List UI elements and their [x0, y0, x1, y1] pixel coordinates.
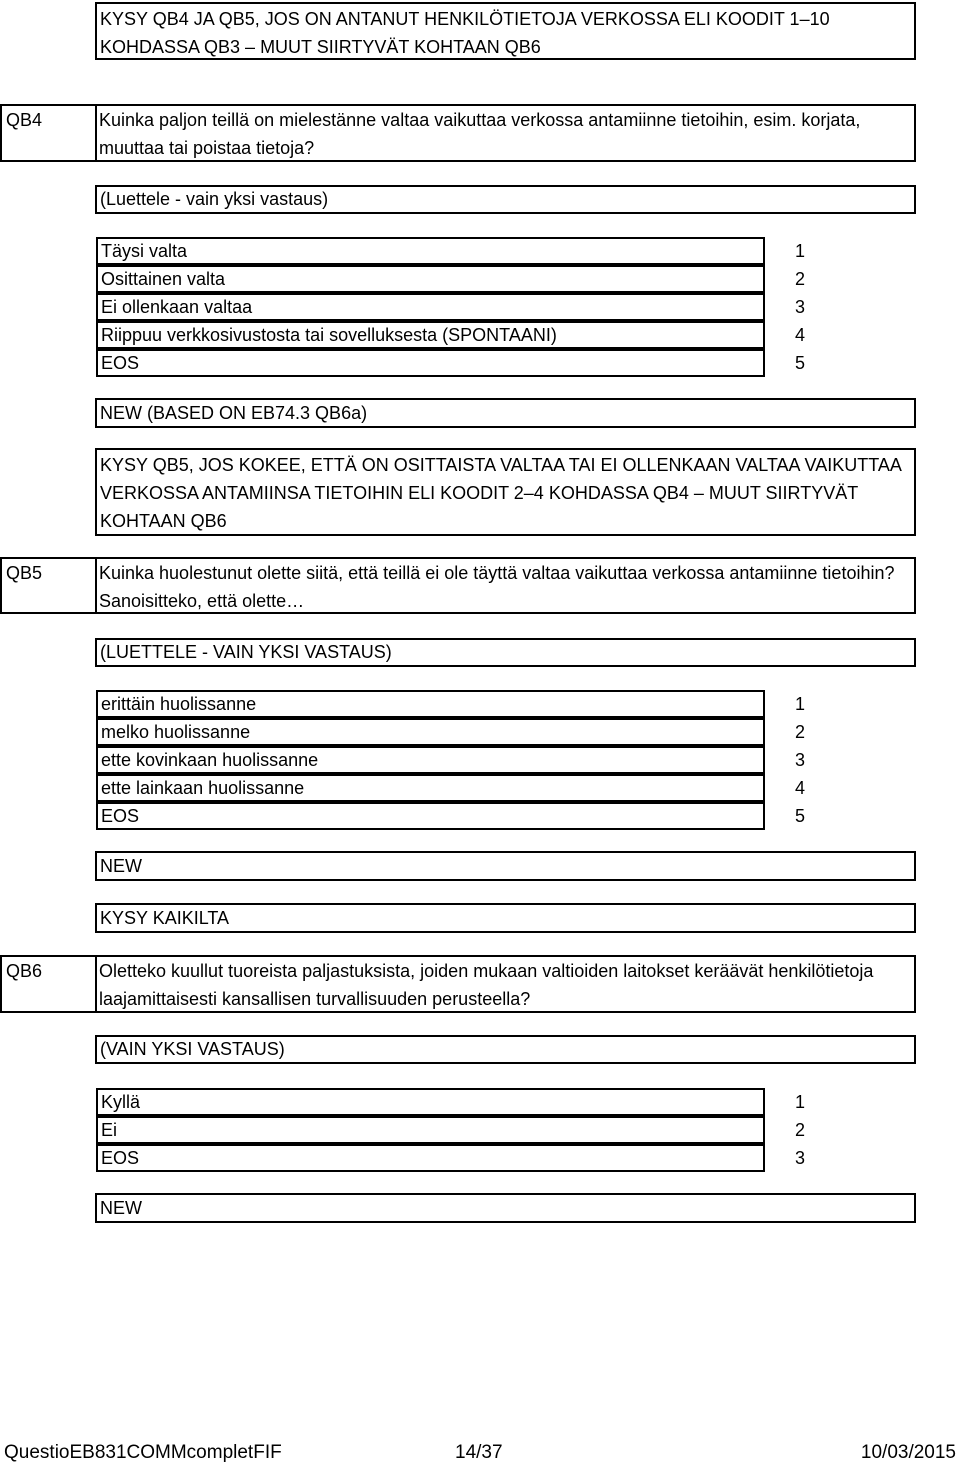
qb4-question-code: QB4 — [6, 110, 43, 130]
qb6-source-note: NEW — [95, 1193, 916, 1223]
qb5-list-instruction: (LUETTELE - VAIN YKSI VASTAUS) — [95, 638, 916, 667]
qb4-option: Riippuu verkkosivustosta tai sovelluksesta (SPONTAANI) — [96, 321, 765, 349]
qb4-source-note: NEW (BASED ON EB74.3 QB6a) — [95, 398, 916, 428]
qb5-question-frame — [914, 557, 916, 614]
qb4-option-code: 3 — [795, 297, 806, 317]
qb5-option: erittäin huolissanne — [96, 690, 765, 718]
qb4-option-code: 5 — [795, 353, 806, 373]
qb5-question-frame — [0, 557, 2, 614]
qb5-option: melko huolissanne — [96, 718, 765, 746]
qb6-routing-instruction — [95, 903, 916, 933]
qb5-option: ette kovinkaan huolissanne — [96, 746, 765, 774]
qb6-option: EOS — [96, 1144, 765, 1172]
qb4-routing-text: KYSY QB4 JA QB5, JOS ON ANTANUT HENKILÖTIETOJA VERKOSSA ELI KOODIT 1–10 KOHDASSA QB3 – MUUT SIIRTYVÄT KOHTAAN QB6 — [100, 9, 830, 57]
qb4-option-code: 4 — [795, 325, 806, 345]
qb5-question-frame — [95, 557, 97, 614]
qb6-question-code: QB6 — [6, 961, 43, 981]
qb5-routing-instruction — [95, 448, 916, 536]
qb4-question-frame — [914, 104, 916, 162]
qb4-question-frame — [95, 104, 97, 162]
qb4-list-instruction: (Luettele - vain yksi vastaus) — [95, 185, 916, 214]
qb6-option-code: 2 — [795, 1120, 806, 1140]
qb5-option: ette lainkaan huolissanne — [96, 774, 765, 802]
qb5-option-code: 5 — [795, 806, 806, 826]
footer-date: 10/03/2015 — [860, 1442, 956, 1463]
qb6-option: Kyllä — [96, 1088, 765, 1116]
qb5-option: EOS — [96, 802, 765, 830]
qb6-option-code: 1 — [795, 1092, 806, 1112]
qb6-option: Ei — [96, 1116, 765, 1144]
qb4-option: Osittainen valta — [96, 265, 765, 293]
qb6-question-frame — [95, 955, 97, 1013]
qb4-question-frame — [0, 104, 2, 162]
qb4-option-code: 2 — [795, 269, 806, 289]
qb6-option-code: 3 — [795, 1148, 806, 1168]
qb4-option: Täysi valta — [96, 237, 765, 265]
qb5-option-code: 4 — [795, 778, 806, 798]
qb5-question-code: QB5 — [6, 563, 43, 583]
qb6-question-frame — [0, 955, 2, 1013]
qb4-question-text: Kuinka paljon teillä on mielestänne valtaa vaikuttaa verkossa antamiinne tietoihin, esim. korjata, muuttaa tai poistaa tietoja? — [99, 110, 861, 158]
qb5-question-text: Kuinka huolestunut olette siitä, että teillä ei ole täyttä valtaa vaikuttaa verkossa antamiinne tietoihin? Sanoisitteko, että olette… — [99, 563, 895, 611]
qb4-option-code: 1 — [795, 241, 806, 261]
qb5-routing-text: KYSY QB5, JOS KOKEE, ETTÄ ON OSITTAISTA VALTAA TAI EI OLLENKAAN VALTAA VAIKUTTAA VERKOSSA ANTAMIINSA TIETOIHIN ELI KOODIT 2–4 KOHDASSA QB4 – MUUT SIIRTYVÄT KOHTAAN QB6 — [100, 455, 901, 531]
qb4-routing-instruction — [95, 2, 916, 60]
qb5-option-code: 2 — [795, 722, 806, 742]
qb4-option: Ei ollenkaan valtaa — [96, 293, 765, 321]
qb5-source-note: NEW — [95, 851, 916, 881]
footer-page-number: 14/37 — [455, 1442, 503, 1463]
qb6-question-frame — [914, 955, 916, 1013]
qb6-list-instruction: (VAIN YKSI VASTAUS) — [95, 1035, 916, 1064]
qb6-question-text: Oletteko kuullut tuoreista paljastuksista, joiden mukaan valtioiden laitokset keräävät henkilötietoja laajamittaisesti kansallisen turvallisuuden perusteella? — [99, 961, 874, 1009]
qb6-routing-text: KYSY KAIKILTA — [100, 908, 230, 928]
footer-file-name: QuestioEB831COMMcompletFIF — [4, 1442, 282, 1463]
qb5-option-code: 3 — [795, 750, 806, 770]
qb4-option: EOS — [96, 349, 765, 377]
qb5-option-code: 1 — [795, 694, 806, 714]
